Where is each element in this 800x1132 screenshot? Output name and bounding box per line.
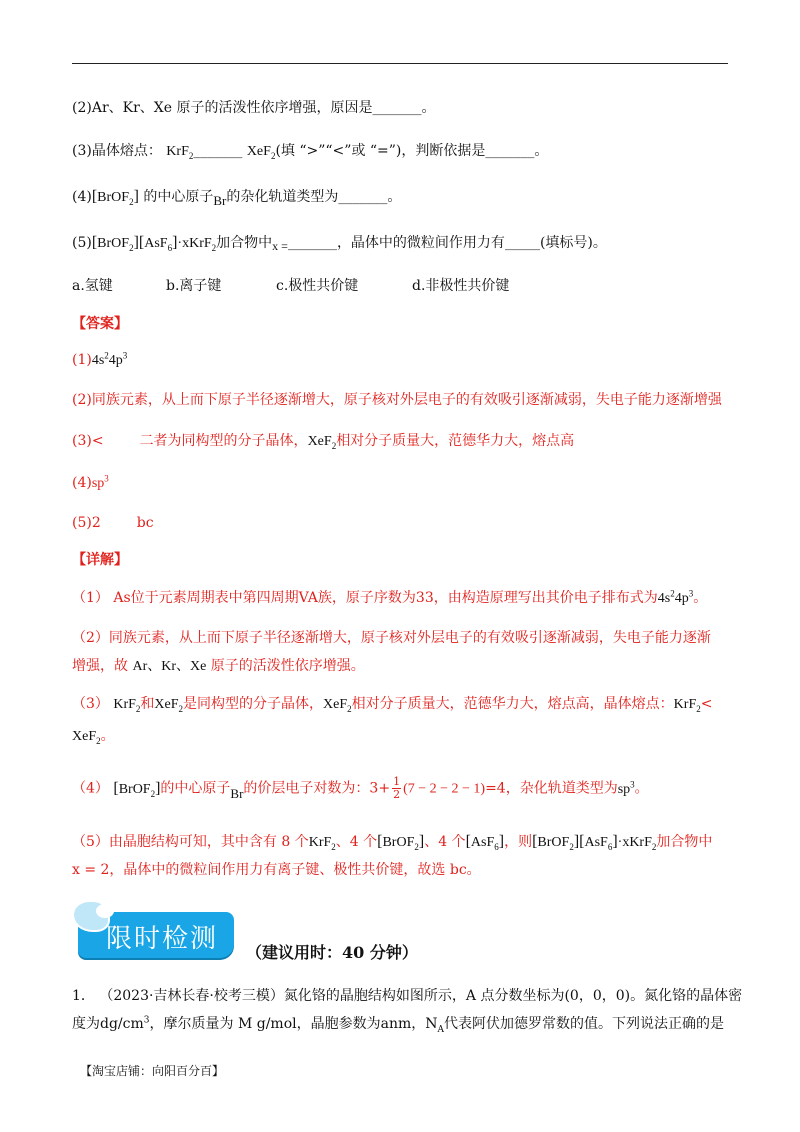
q3-prefix: (3) [72, 143, 92, 159]
q3-label: 晶体熔点： [91, 143, 162, 159]
option-b: b.离子键 [166, 278, 222, 294]
q3-blank-2: _______ [485, 143, 535, 159]
q3-formula-b: XeF$_2$ [246, 144, 276, 161]
banner-title: 限时检测 [106, 924, 219, 954]
q3-blank: _______ [193, 143, 243, 159]
options-row [72, 276, 509, 296]
answer-3: (3)< 二者为同构型的分子晶体，XeF$_2$相对分子质量大，范德华力大，熔点高 [72, 433, 575, 451]
q5-blank-2: _____ [504, 235, 540, 251]
detail-2-line-1: （2）同族元素，从上而下原子半径逐渐增大，原子核对外层电子的有效吸引逐渐减弱，失电子能力逐渐 [72, 630, 711, 646]
detail-3-line-1: （3） KrF$_2$和XeF$_2$是同构型的分子晶体，XeF$_2$相对分子质量大，范德华力大，熔点高，晶体熔点：KrF$_2$< [72, 696, 713, 714]
option-a: a.氢键 [72, 278, 113, 294]
detail-5-line-1: （5）由晶胞结构可知，其中含有 8 个KrF$_2$、4 个[BrOF$_2$]、4 个[AsF$_6$]，则[BrOF$_2$][AsF$_6$]·xKrF$_2$加合物中 [72, 833, 713, 852]
section-banner [78, 912, 234, 958]
q2-blank: _______ [372, 100, 422, 116]
q5-text-3: (填标号)。 [539, 235, 607, 251]
q4-end: 。 [387, 189, 402, 205]
q5-text-2: ，晶体中的微粒间作用力有 [336, 235, 505, 251]
q4-formula: [BrOF$_2$] [91, 188, 139, 207]
q2-text: Ar、Kr、Xe 原子的活泼性依序增强，原因是 [91, 100, 373, 116]
header-rule [72, 63, 728, 64]
q2-end: 。 [421, 100, 436, 116]
answer-5: (5)2 bc [72, 515, 154, 531]
question-3 [72, 141, 548, 162]
question-4 [72, 187, 401, 208]
fraction-one-half: $\frac{1}{2}$ [393, 775, 401, 801]
answer-header: 【答案】 [72, 316, 128, 332]
q4-text-1: 的中心原子 [143, 189, 214, 205]
detail-2-line-2: 增强，故 Ar、Kr、Xe 原子的活泼性依序增强。 [72, 658, 365, 674]
detail-1: （1） As位于元素周期表中第四周期VA族，原子序数为33，由构造原理写出其价电子排布式为$4s^24p^3$。 [72, 588, 708, 606]
q4-blank: _______ [338, 189, 388, 205]
cloud-highlight-icon [96, 904, 114, 918]
question-1-line-2: 度为$dg/cm^3$，摩尔质量为 M g/mol，晶胞参数为anm，$N_A$代表阿伏加德罗常数的值。下列说法正确的是 [72, 1015, 724, 1035]
q3-end: 。 [534, 143, 549, 159]
q3-note: (填 “>”“<”或 “=”)，判断依据是 [275, 143, 486, 159]
q4-prefix: (4) [72, 189, 92, 205]
detail-header: 【详解】 [72, 552, 128, 568]
answer-2: (2)同族元素，从上而下原子半径逐渐增大，原子核对外层电子的有效吸引逐渐减弱，失电子能力逐渐增强 [72, 392, 722, 408]
q4-text-2: 的杂化轨道类型为 [226, 189, 339, 205]
q5-formula: [BrOF$_2$][AsF$_6$]·xKrF$_2$ [91, 234, 217, 253]
q2-prefix: (2) [72, 100, 92, 116]
answer-4: $(4)sp^3$ [72, 473, 109, 491]
q5-prefix: (5) [72, 235, 92, 251]
option-d: d.非极性共价键 [412, 278, 510, 294]
suggested-time: （建议用时：40 分钟） [246, 943, 418, 962]
detail-3-line-2: XeF$_2$。 [72, 728, 115, 746]
q5-text-1: 加合物中 [216, 235, 273, 251]
detail-5-line-2: x = 2，晶体中的微粒间作用力有离子键、极性共价键，故选 bc。 [72, 862, 481, 878]
q5-blank: _______ [287, 235, 337, 251]
detail-4: （4） [BrOF$_2$]的中心原子Br的价层电子对数为：3+ $\frac{1}{2}$ (7 − 2 − 2 − 1)=4，杂化轨道类型为$sp^3$。 [72, 775, 649, 801]
option-c: c.极性共价键 [276, 278, 359, 294]
q4-br: Br [213, 193, 227, 208]
question-1-line-1: 1． （2023·吉林长春·校考三模）氮化铬的晶胞结构如图所示，A 点分数坐标为(0，0，0)。氮化铬的晶体密 [72, 988, 743, 1004]
answer-1: $(1)4s^24p^3$ [72, 350, 128, 368]
q5-x-eq: x = [272, 239, 288, 253]
footer-shop: 【淘宝店铺：向阳百分百】 [80, 1064, 225, 1078]
question-5 [72, 233, 607, 254]
q3-formula-a: KrF$_2$ [166, 144, 194, 161]
question-2 [72, 98, 436, 118]
